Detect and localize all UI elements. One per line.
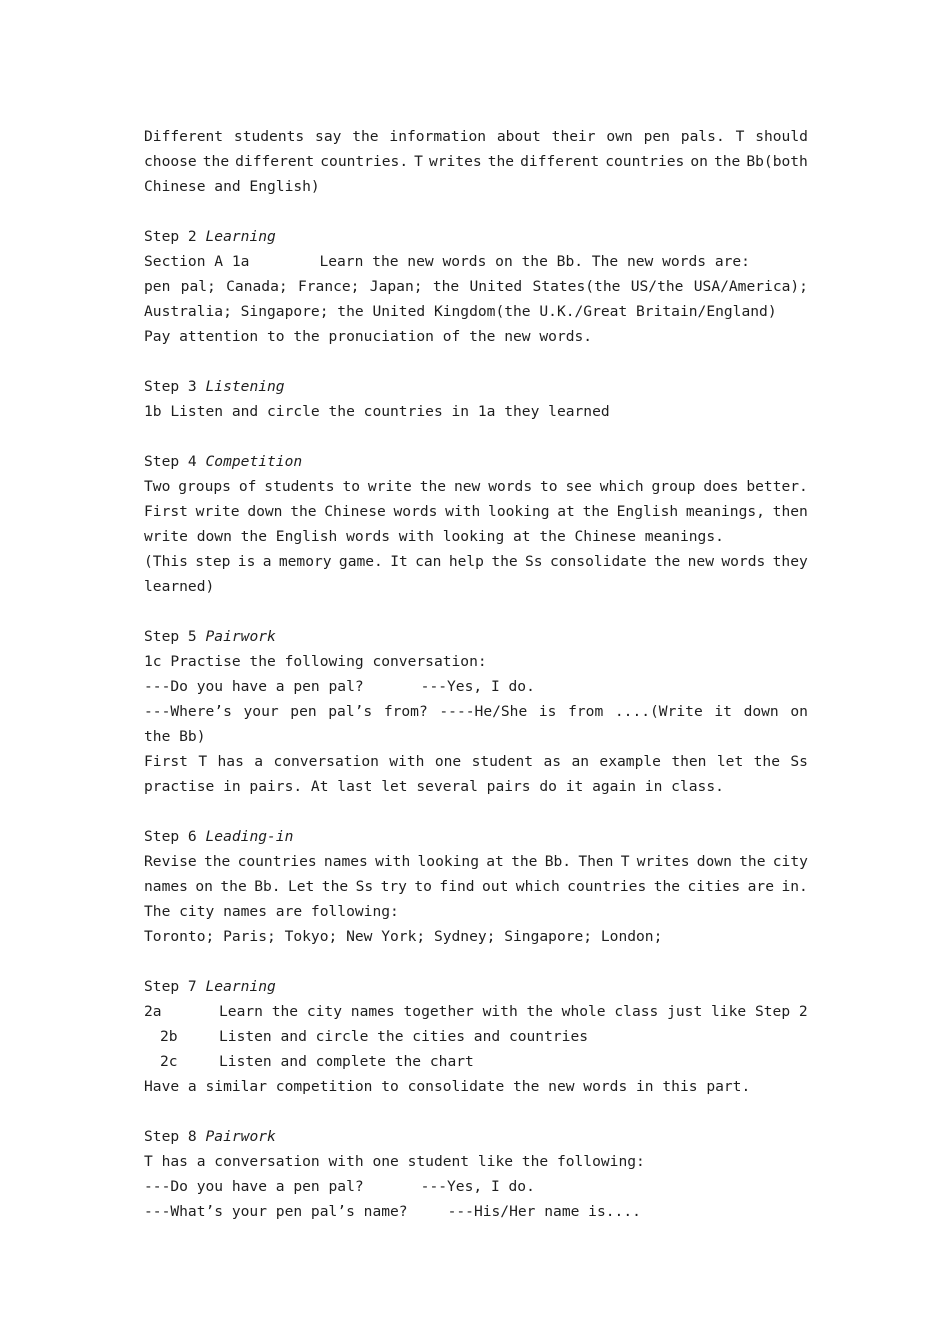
word: a [262, 553, 272, 570]
word: the [432, 278, 460, 295]
step-2-line-2 [144, 274, 808, 299]
item-code: 2a [144, 1003, 162, 1020]
step-5-line-6: practise in pairs. At last let several pairs do it again in class. [144, 778, 724, 795]
word: game. [338, 553, 383, 570]
dialogue-question: ---Do you have a pen pal? [144, 1178, 364, 1195]
step-title: Listening [205, 378, 285, 395]
word: T [414, 153, 423, 170]
step-4-line-1 [144, 474, 808, 499]
word: to [342, 478, 361, 495]
word: of [238, 478, 257, 495]
word: looking [488, 503, 550, 520]
step-4-heading [144, 449, 808, 474]
item-code: 2c [160, 1053, 178, 1070]
word: down [743, 703, 779, 720]
step-6-line-1 [144, 849, 808, 874]
word: new [687, 553, 714, 570]
word: Then [578, 853, 614, 870]
step-4-line-4 [144, 549, 808, 574]
word: the [321, 878, 349, 895]
word: Canada; [226, 278, 288, 295]
step-3-heading [144, 374, 808, 399]
step-title: Pairwork [205, 1128, 276, 1145]
blank-line [144, 199, 808, 224]
intro-line-1 [144, 124, 808, 149]
word: a [254, 753, 264, 770]
word: does [703, 478, 739, 495]
word: with [389, 753, 425, 770]
word: then [671, 753, 707, 770]
blank-line [144, 599, 808, 624]
step-label: Step 7 [144, 978, 197, 995]
word: students [264, 478, 335, 495]
word: countries. [320, 153, 409, 170]
word: students [233, 128, 305, 145]
word: countries [567, 878, 647, 895]
word: with [375, 853, 411, 870]
step-8-line-3 [144, 1199, 808, 1224]
dialogue-question: ---Do you have a pen pal? [144, 678, 364, 695]
word: at [557, 503, 575, 520]
word: US/the [630, 278, 684, 295]
dialogue-answer: ---His/Her name is.... [447, 1203, 641, 1220]
word: say [315, 128, 342, 145]
step-7-heading [144, 974, 808, 999]
word: States(the [532, 278, 621, 295]
word: writes [428, 153, 482, 170]
word: can [415, 553, 442, 570]
item-code: 2b [160, 1028, 178, 1045]
word: the [713, 153, 741, 170]
word: conversation [273, 753, 379, 770]
step-text: Learn the new words on the Bb. The new words are: [319, 253, 750, 270]
step-5-line-5 [144, 749, 808, 774]
step-3-line-1: 1b Listen and circle the countries in 1a they learned [144, 403, 610, 420]
word: as [543, 753, 562, 770]
word: the [352, 128, 379, 145]
item-text: Learn the city names together with the whole class just like Step 2 [219, 1003, 808, 1020]
word: pal; [180, 278, 216, 295]
word: see [565, 478, 592, 495]
word: out [482, 878, 509, 895]
word: an [571, 753, 590, 770]
step-8-line-1: T has a conversation with one student like the following: [144, 1153, 645, 1170]
item-text: Listen and complete the chart [219, 1053, 474, 1070]
word: find [439, 878, 475, 895]
word: First [144, 503, 188, 520]
word: your [243, 703, 279, 720]
word: words [488, 478, 533, 495]
word: Bb. [254, 878, 281, 895]
word: write [195, 503, 240, 520]
word: ---Where’s [144, 703, 232, 720]
word: Let [287, 878, 315, 895]
step-label: Step 5 [144, 628, 197, 645]
blank-line [144, 349, 808, 374]
word: Ss [355, 878, 374, 895]
step-2-line-4: Pay attention to the pronuciation of the new words. [144, 328, 593, 345]
word: then [772, 503, 808, 520]
word: from? [383, 703, 428, 720]
word: has [217, 753, 244, 770]
word: one [434, 753, 462, 770]
word: words [721, 553, 766, 570]
step-6-line-4: Toronto; Paris; Tokyo; New York; Sydney; Singapore; London; [144, 928, 663, 945]
step-title: Leading-in [205, 828, 294, 845]
word: city [772, 853, 808, 870]
word: Revise [144, 853, 197, 870]
word: memory [278, 553, 332, 570]
word: group [651, 478, 696, 495]
word: their [551, 128, 596, 145]
step-2-line-1 [144, 249, 808, 274]
word: try [380, 878, 407, 895]
word: which [515, 878, 560, 895]
word: (This [144, 553, 188, 570]
word: Japan; [369, 278, 423, 295]
word: new [453, 478, 481, 495]
word: T [735, 128, 745, 145]
word: in. [781, 878, 808, 895]
word: on [195, 878, 213, 895]
word: the [290, 503, 317, 520]
step-title: Learning [205, 978, 276, 995]
word: the [653, 553, 681, 570]
blank-line [144, 1099, 808, 1124]
word: Ss [525, 553, 543, 570]
word: pal’s [328, 703, 373, 720]
word: with [445, 503, 481, 520]
word: First [144, 753, 188, 770]
step-7-item [144, 999, 808, 1024]
step-4-line-3: write down the English words with looking at the Chinese meanings. [144, 528, 724, 545]
word: T [620, 853, 630, 870]
word: consolidate [549, 553, 647, 570]
step-8-heading [144, 1124, 808, 1149]
step-6-line-3: The city names are following: [144, 903, 399, 920]
word: they [772, 553, 808, 570]
word: different [235, 153, 315, 170]
word: pen [290, 703, 317, 720]
word: names [323, 853, 368, 870]
step-6-heading [144, 824, 808, 849]
document-body [144, 124, 808, 1224]
word: Bb. [544, 853, 572, 870]
word: choose [144, 153, 197, 170]
word: ....(Write [614, 703, 703, 720]
step-7-item [144, 1049, 808, 1074]
step-7-line-4: Have a similar competition to consolidate the new words in this part. [144, 1078, 751, 1095]
word: ----He/She [439, 703, 528, 720]
word: the [202, 153, 230, 170]
word: are [747, 878, 774, 895]
dialogue-answer: ---Yes, I do. [420, 678, 535, 695]
word: Ss [790, 753, 808, 770]
step-title: Competition [205, 453, 303, 470]
word: the [511, 853, 538, 870]
word: to [540, 478, 558, 495]
step-5-line-3 [144, 699, 808, 724]
step-label: Step 4 [144, 453, 197, 470]
word: is [538, 703, 557, 720]
word: own [606, 128, 633, 145]
item-text: Listen and circle the cities and countries [219, 1028, 589, 1045]
word: T [198, 753, 208, 770]
word: on [790, 703, 808, 720]
word: pen [144, 278, 171, 295]
word: it [714, 703, 732, 720]
step-7-item [144, 1024, 808, 1049]
step-title: Pairwork [205, 628, 276, 645]
word: the [419, 478, 447, 495]
step-5-line-1: 1c Practise the following conversation: [144, 653, 487, 670]
word: the [739, 853, 766, 870]
intro-line-2 [144, 149, 808, 174]
dialogue-answer: ---Yes, I do. [420, 1178, 535, 1195]
word: countries [605, 153, 685, 170]
word: words [393, 503, 438, 520]
blank-line [144, 799, 808, 824]
step-5-line-4: the Bb) [144, 728, 206, 745]
word: Two [144, 478, 171, 495]
dialogue-question: ---What’s your pen pal’s name? [144, 1203, 408, 1220]
word: France; [297, 278, 360, 295]
word: write [367, 478, 412, 495]
step-title: Learning [205, 228, 276, 245]
section-label: Section A 1a [144, 253, 250, 270]
word: at [486, 853, 504, 870]
word: help [448, 553, 484, 570]
word: pen [643, 128, 670, 145]
step-label: Step 2 [144, 228, 197, 245]
word: down [247, 503, 283, 520]
step-2-line-3: Australia; Singapore; the United Kingdom(the U.K./Great Britain/England) [144, 303, 777, 320]
word: English [616, 503, 679, 520]
word: different [520, 153, 600, 170]
word: cities [687, 878, 741, 895]
word: down [696, 853, 732, 870]
word: from [568, 703, 604, 720]
step-4-line-2 [144, 499, 808, 524]
word: meanings, [685, 503, 765, 520]
step-label: Step 6 [144, 828, 197, 845]
step-5-line-2 [144, 674, 808, 699]
word: It [390, 553, 408, 570]
step-6-line-2 [144, 874, 808, 899]
word: about [496, 128, 541, 145]
blank-line [144, 949, 808, 974]
word: is [237, 553, 256, 570]
word: the [487, 153, 515, 170]
word: the [753, 753, 780, 770]
word: which [599, 478, 644, 495]
word: pals. [680, 128, 725, 145]
word: example [599, 753, 661, 770]
word: to [414, 878, 432, 895]
word: better. [746, 478, 808, 495]
word: USA/America); [693, 278, 808, 295]
word: groups [178, 478, 231, 495]
step-label: Step 3 [144, 378, 197, 395]
step-label: Step 8 [144, 1128, 197, 1145]
word: the [582, 503, 609, 520]
word: student [471, 753, 534, 770]
word: let [716, 753, 744, 770]
word: writes [636, 853, 690, 870]
word: names [144, 878, 188, 895]
word: Chinese [324, 503, 386, 520]
word: the [653, 878, 681, 895]
word: the [220, 878, 247, 895]
word: looking [417, 853, 480, 870]
intro-line-3: Chinese and English) [144, 178, 320, 195]
word: Different [144, 128, 224, 145]
word: the [491, 553, 518, 570]
word: Bb(both [746, 153, 808, 170]
word: step [195, 553, 231, 570]
word: information [389, 128, 487, 145]
word: should [755, 128, 808, 145]
word: United [469, 278, 523, 295]
step-8-line-2 [144, 1174, 808, 1199]
step-4-line-5: learned) [144, 578, 215, 595]
step-5-heading [144, 624, 808, 649]
word: on [690, 153, 708, 170]
blank-line [144, 424, 808, 449]
step-2-heading [144, 224, 808, 249]
word: countries [237, 853, 317, 870]
word: the [203, 853, 231, 870]
